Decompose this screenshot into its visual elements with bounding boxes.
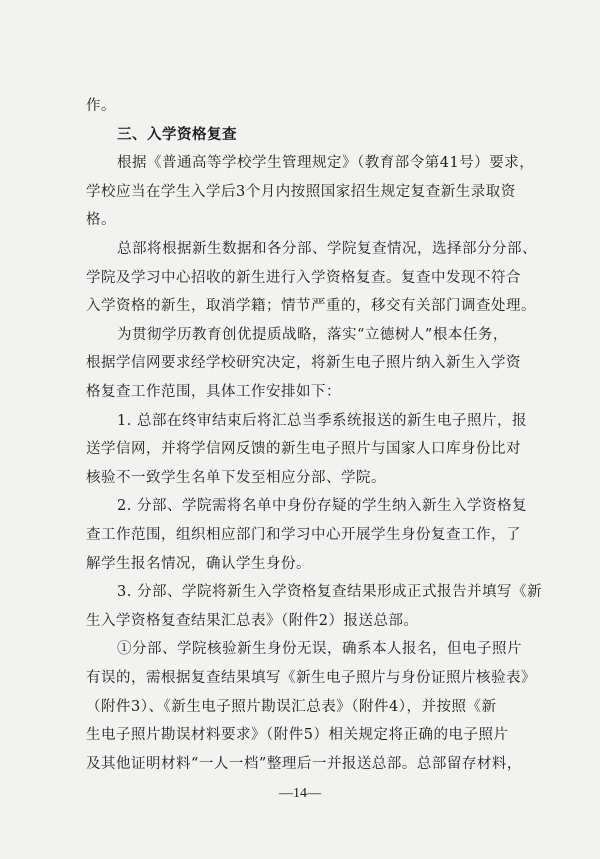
text-line: 1. 总部在终审结束后将汇总当季系统报送的新生电子照片，报	[117, 413, 527, 429]
text-line: 查工作范围，组织相应部门和学习中心开展学生身份复查工作，了	[86, 527, 521, 543]
text-line: 学院及学习中心招收的新生进行入学资格复查。复查中发现不符合	[86, 270, 521, 286]
text-line: 总部将根据新生数据和各分部、学院复查情况，选择部分分部、	[117, 241, 537, 257]
text-line: 解学生报名情况，确认学生身份。	[86, 556, 311, 572]
text-line: 有误的，需根据复查结果填写《新生电子照片与身份证照片核验表》	[86, 670, 536, 686]
text-line-overflow: 及其他证明材料“一人一档”整理后一并报送总部。总部留存材料，	[86, 756, 522, 772]
text-line: （附件3）、《新生电子照片勘误汇总表》（附件4），并按照《新	[86, 699, 497, 715]
text-line: 核验不一致学生名单下发至相应分部、学院。	[86, 470, 386, 486]
text-line: ①分部、学院核验新生身份无误，确系本人报名，但电子照片	[117, 641, 522, 657]
text-line: 2. 分部、学院需将名单中身份存疑的学生纳入新生入学资格复	[117, 498, 527, 514]
text-line: 送学信网，并将学信网反馈的新生电子照片与国家人口库身份比对	[86, 441, 521, 457]
text-line: 格复查工作范围，具体工作安排如下：	[86, 384, 341, 400]
text-line: 3. 分部、学院将新生入学资格复查结果形成正式报告并填写《新	[117, 584, 542, 600]
text-line: 根据《普通高等学校学生管理规定》（教育部令第41号）要求，	[117, 155, 535, 171]
text-line: 作。	[86, 98, 116, 114]
page-number: —14—	[279, 786, 321, 801]
text-line: 根据学信网要求经学校研究决定，将新生电子照片纳入新生入学资	[86, 355, 521, 371]
text-line: 入学资格的新生，取消学籍；情节严重的，移交有关部门调查处理。	[86, 298, 536, 314]
section-heading: 三、入学资格复查	[117, 127, 237, 143]
text-line: 学校应当在学生入学后3个月内按照国家招生规定复查新生录取资	[86, 184, 516, 200]
text-line: 为贯彻学历教育创优提质战略，落实“立德树人”根本任务，	[117, 327, 508, 343]
text-line: 生入学资格复查结果汇总表》（附件2）报送总部。	[86, 613, 419, 629]
text-line: 生电子照片勘误材料要求》（附件5）相关规定将正确的电子照片	[86, 727, 509, 743]
text-line: 格。	[86, 212, 116, 228]
